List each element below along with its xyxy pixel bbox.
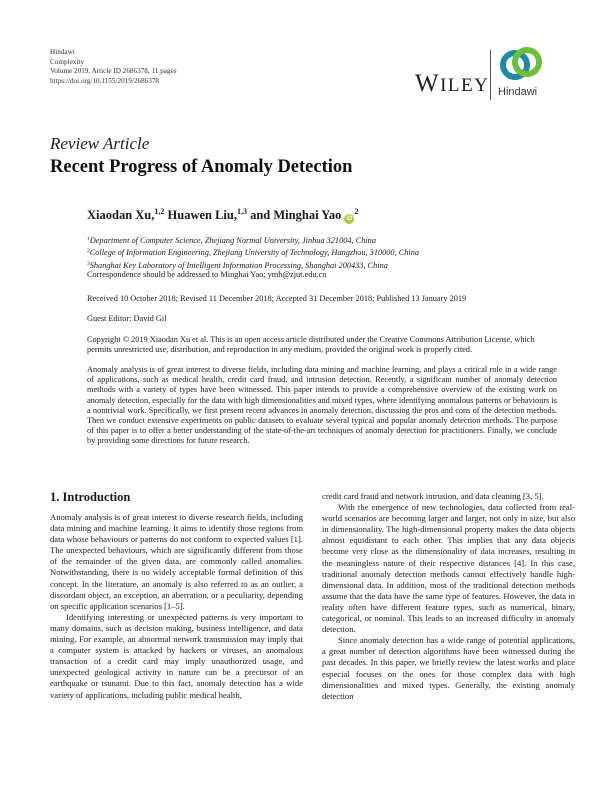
correspondence: Correspondence should be addressed to Minghai Yao; ymh@zjut.edu.cn <box>87 270 327 279</box>
author-name[interactable]: Huawen Liu, <box>164 208 237 222</box>
affiliations <box>87 234 419 271</box>
paragraph: Since anomaly detection has a wide range of potential applications, a great number of detection algorithms have been witnessed during the past decades. In this paper, we briefly review the latest works and place especial focuses on the ones for those complex data with high dimensionalities and mixed types. Generally, the existing anomaly detection <box>322 635 575 701</box>
article-title: Recent Progress of Anomaly Detection <box>50 157 353 177</box>
guest-editor: Guest Editor: David Gil <box>87 314 167 323</box>
author-list <box>87 207 358 224</box>
volume-info: Volume 2019, Article ID 2686378, 11 pages <box>50 67 177 76</box>
body-column-right <box>322 491 575 702</box>
publisher-name: Hindawi <box>50 48 75 56</box>
article-type: Review Article <box>50 134 150 153</box>
publication-dates: Received 10 October 2018; Revised 11 December 2018; Accepted 31 December 2018; Published 13 January 2019 <box>87 294 467 303</box>
affiliation-item: $^3$Shanghai Key Laboratory of Intelligent Information Processing, Shanghai 200433, China <box>87 260 388 270</box>
affiliation-item: $^1$Department of Computer Science, Zhejiang Normal University, Jinhua 321004, China <box>87 236 376 245</box>
author-affiliation-sup: 1,3 <box>236 207 247 216</box>
abstract: Anomaly analysis is of great interest to diverse fields, including data mining and machine learning, and plays a critical role in a wide range of applications, such as medical health, credit card fraud, and intrusion detection. Recently, a significant number of anomaly detection methods with a variety of types have been witnessed. This paper intends to provide a comprehensive overview of the existing work on anomaly detection, especially for the data with high dimensionalities and mixed types, where identifying anomalous patterns or behaviours is a nontrivial work. Specifically, we first present recent advances in anomaly detection, discussing the pros and cons of the detection methods. Then we conduct extensive experiments on public datasets to evaluate several typical and popular anomaly detection methods. The purpose of this paper is to offer a better understanding of the state-of-the-art techniques of anomaly detection for practitioners. Finally, we conclude by providing some directions for future research. <box>87 365 557 446</box>
section-heading: 1. Introduction <box>50 490 131 504</box>
journal-metadata <box>50 48 177 86</box>
paragraph: Anomaly analysis is of great interest to diverse research fields, including data mining and machine learning. It aims to identify those regions from data whose behaviours or patterns do not conform to expected values [1]. The unexpected behaviours, which are significantly different from those of the remainder of the given data, are commonly called anomalies. Notwithstanding, there is no widely acceptable formal definition of this concept. In the literature, an anomaly is also referred to as an outlier, a discordant object, an exception, an aberration, or a peculiarity, depending on specific application scenarios [1–5]. <box>50 512 303 611</box>
copyright-notice: Copyright © 2019 Xiaodan Xu et al. This is an open access article distributed under the Creative Commons Attribution License, which permits unrestricted use, distribution, and reproduction in any medium, provided the original work is properly cited. <box>87 335 535 355</box>
paragraph: With the emergence of new technologies, data collected from real-world scenarios are becoming larger and larger, not only in size, but also in dimensionality. The high-dimensional property makes the data objects almost equidistant to each other. This implies that any data objects become very close as the dimensionality of data increases, resulting in the meaningless nature of their respective distances [4]. In this case, traditional anomaly detection methods cannot effectively handle high-dimensional data. In addition, most of the traditional detection methods assume that the data have the same type of features. However, the data in reality often have different feature types, such as numerical, binary, categorical, or nominal. This leads to an increased difficulty in anomaly detection. <box>322 502 575 635</box>
orcid-icon[interactable]: iD <box>346 216 353 222</box>
wiley-logo: WILEY <box>415 70 490 97</box>
doi-link[interactable]: https://doi.org/10.1155/2019/2686378 <box>50 76 160 85</box>
author-affiliation-sup: 1,2 <box>154 207 165 216</box>
affiliation-item: $^2$College of Information Engineering, Zhejiang University of Technology, Hangzhou, 310000, China <box>87 248 419 258</box>
author-affiliation-sup: 2 <box>354 207 359 216</box>
author-name[interactable]: and Minghai Yao <box>246 208 342 222</box>
journal-name: Complexity <box>50 57 84 66</box>
paragraph: credit card fraud and network intrusion, and data cleaning [3, 5]. <box>322 491 544 501</box>
logo-divider <box>490 50 491 100</box>
body-column-left <box>50 512 303 701</box>
hindawi-logo-icon <box>498 46 544 82</box>
hindawi-wordmark: Hindawi <box>498 86 538 98</box>
paragraph: Identifying interesting or unexpected patterns is very important to many domains, such as decision making, business intelligence, and data mining. For example, an abnormal network transmission may imply that a computer system is attacked by hackers or viruses, an anomalous transaction of a credit card may imply unauthorized usage, and unexpected geological activity in nature can be a precursor of an earthquake or tsunami. Due to this fact, anomaly detection has a wide variety of applications, including public medical health, <box>50 611 303 700</box>
author-name[interactable]: Xiaodan Xu, <box>87 208 155 222</box>
